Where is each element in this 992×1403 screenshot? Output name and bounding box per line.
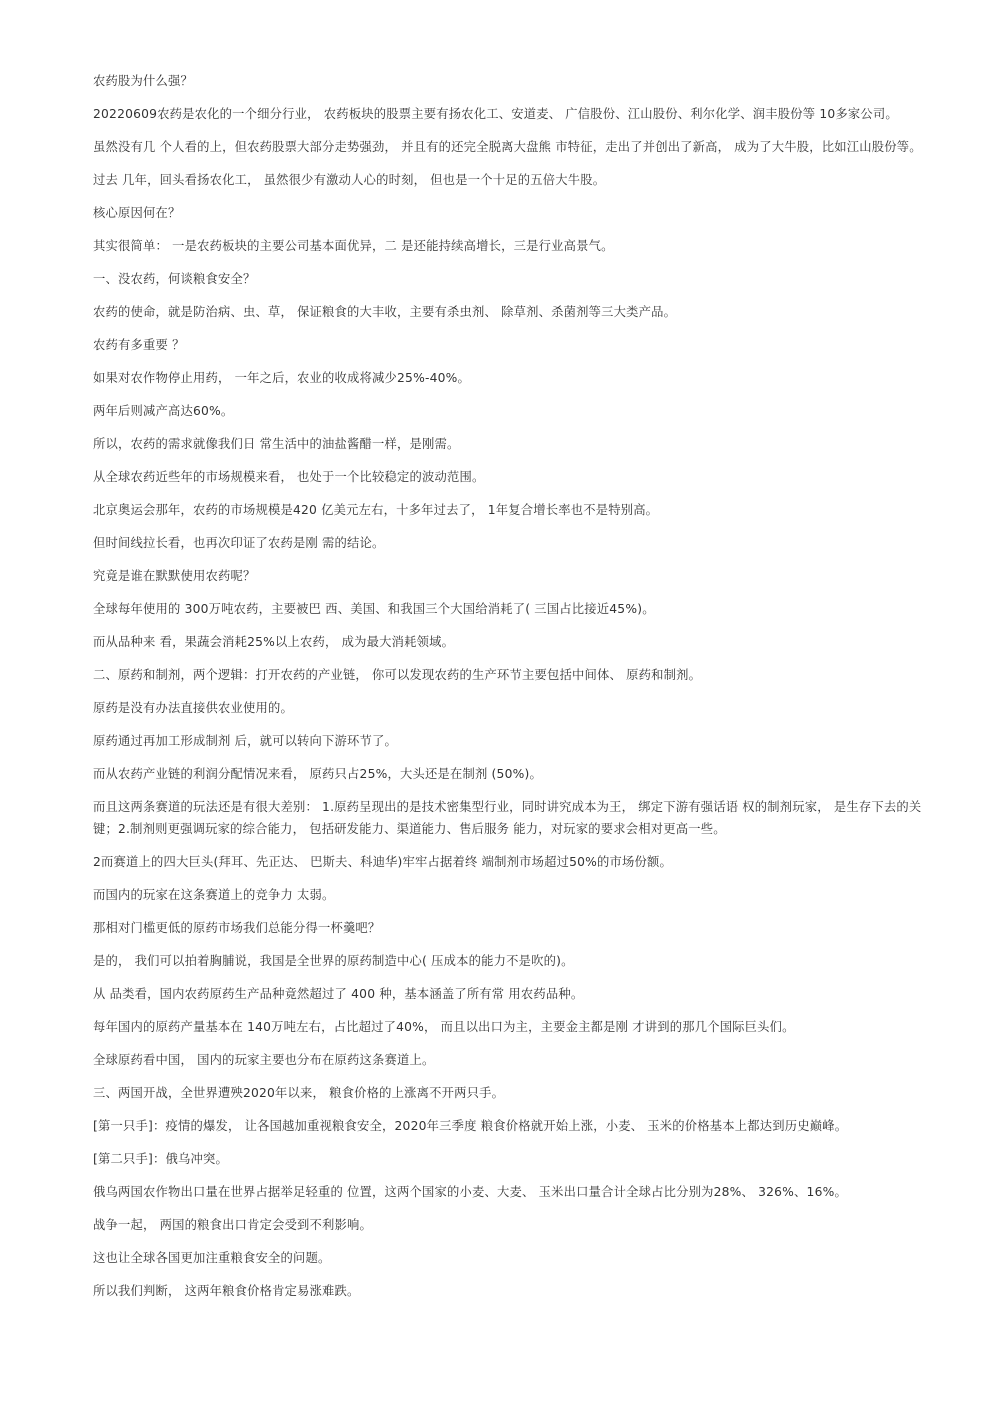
paragraph: 是的， 我们可以拍着胸脯说，我国是全世界的原药制造中心( 压成本的能力不是吹的)。: [93, 954, 574, 968]
paragraph: [第一只手]：疫情的爆发， 让各国越加重视粮食安全，2020年三季度 粮食价格就开始上涨，小麦、 玉米的价格基本上都达到历史巅峰。: [93, 1119, 848, 1133]
paragraph: 从全球农药近些年的市场规模来看， 也处于一个比较稳定的波动范围。: [93, 470, 485, 484]
paragraph: 其实很简单： 一是农药板块的主要公司基本面优异，二 是还能持续高增长，三是行业高景气。: [93, 239, 614, 253]
paragraph: 而从农药产业链的利润分配情况来看， 原药只占25%，大头还是在制剂 (50%)。: [93, 767, 542, 781]
paragraph: 过去 几年，回头看扬农化工， 虽然很少有激动人心的时刻， 但也是一个十足的五倍大牛股。: [93, 173, 606, 187]
paragraph: 战争一起， 两国的粮食出口肯定会受到不利影响。: [93, 1218, 373, 1232]
paragraph: 虽然没有几 个人看的上，但农药股票大部分走势强劲， 并且有的还完全脱离大盘熊 市特征，走出了并创出了新高， 成为了大牛股，比如江山股份等。: [93, 140, 922, 154]
paragraph: 所以我们判断， 这两年粮食价格肯定易涨难跌。: [93, 1284, 360, 1298]
paragraph-title: 农药股为什么强？: [93, 74, 193, 88]
paragraph: 所以，农药的需求就像我们日 常生活中的油盐酱醋一样，是刚需。: [93, 437, 460, 451]
paragraph: 农药有多重要 ？: [93, 338, 185, 352]
paragraph: 每年国内的原药产量基本在 140万吨左右，占比超过了40%， 而且以出口为主，主要金主都是刚 才讲到的那几个国际巨头们。: [93, 1020, 795, 1034]
paragraph: [第二只手]：俄乌冲突。: [93, 1152, 228, 1166]
paragraph: 2而赛道上的四大巨头(拜耳、先正达、 巴斯夫、科迪华)牢牢占据着终 端制剂市场超过50%的市场份额。: [93, 855, 673, 869]
paragraph: 全球每年使用的 300万吨农药，主要被巴 西、美国、和我国三个大国给消耗了( 三国占比接近45%)。: [93, 602, 655, 616]
section-heading-3: 三、两国开战，全世界遭殃2020年以来， 粮食价格的上涨离不开两只手。: [93, 1086, 505, 1100]
paragraph: 农药的使命，就是防治病、虫、草， 保证粮食的大丰收，主要有杀虫剂、 除草剂、杀菌剂等三大类产品。: [93, 305, 677, 319]
paragraph: 从 品类看，国内农药原药生产品种竟然超过了 400 种，基本涵盖了所有常 用农药品种。: [93, 987, 584, 1001]
document-body: [93, 70, 945, 1313]
paragraph: 如果对农作物停止用药， 一年之后，农业的收成将减少25%-40%。: [93, 371, 471, 385]
paragraph: 核心原因何在？: [93, 206, 181, 220]
paragraph: 全球原药看中国， 国内的玩家主要也分布在原药这条赛道上。: [93, 1053, 435, 1067]
section-heading-2: 二、原药和制剂，两个逻辑：打开农药的产业链， 你可以发现农药的生产环节主要包括中间体、 原药和制剂。: [93, 668, 702, 682]
paragraph: 究竟是谁在默默使用农药呢？: [93, 569, 256, 583]
paragraph: 这也让全球各国更加注重粮食安全的问题。: [93, 1251, 331, 1265]
paragraph: 而从品种来 看，果蔬会消耗25%以上农药， 成为最大消耗领域。: [93, 635, 455, 649]
paragraph: 两年后则减产高达60%。: [93, 404, 234, 418]
paragraph: 20220609农药是农化的一个细分行业， 农药板块的股票主要有扬农化工、安道麦、 广信股份、江山股份、利尔化学、润丰股份等 10多家公司。: [93, 107, 898, 121]
section-heading-1: 一、没农药，何谈粮食安全？: [93, 272, 256, 286]
paragraph: 北京奥运会那年，农药的市场规模是420 亿美元左右，十多年过去了， 1年复合增长率也不是特别高。: [93, 503, 659, 517]
paragraph: 但时间线拉长看，也再次印证了农药是刚 需的结论。: [93, 536, 385, 550]
paragraph: 那相对门槛更低的原药市场我们总能分得一杯羹吧？: [93, 921, 381, 935]
paragraph: 而国内的玩家在这条赛道上的竞争力 太弱。: [93, 888, 335, 902]
paragraph: 原药通过再加工形成制剂 后，就可以转向下游环节了。: [93, 734, 398, 748]
paragraph: 俄乌两国农作物出口量在世界占据举足轻重的 位置，这两个国家的小麦、大麦、 玉米出口量合计全球占比分别为28%、 326%、16%。: [93, 1185, 847, 1199]
paragraph: 原药是没有办法直接供农业使用的。: [93, 701, 293, 715]
paragraph: 而且这两条赛道的玩法还是有很大差别： 1.原药呈现出的是技术密集型行业，同时讲究成本为王， 绑定下游有强话语 权的制剂玩家， 是生存下去的关键；2.制剂则更强调玩家的综合能力， 包括研发能力、渠道能力、售后服务 能力，对玩家的要求会相对更高一些。: [93, 800, 922, 836]
